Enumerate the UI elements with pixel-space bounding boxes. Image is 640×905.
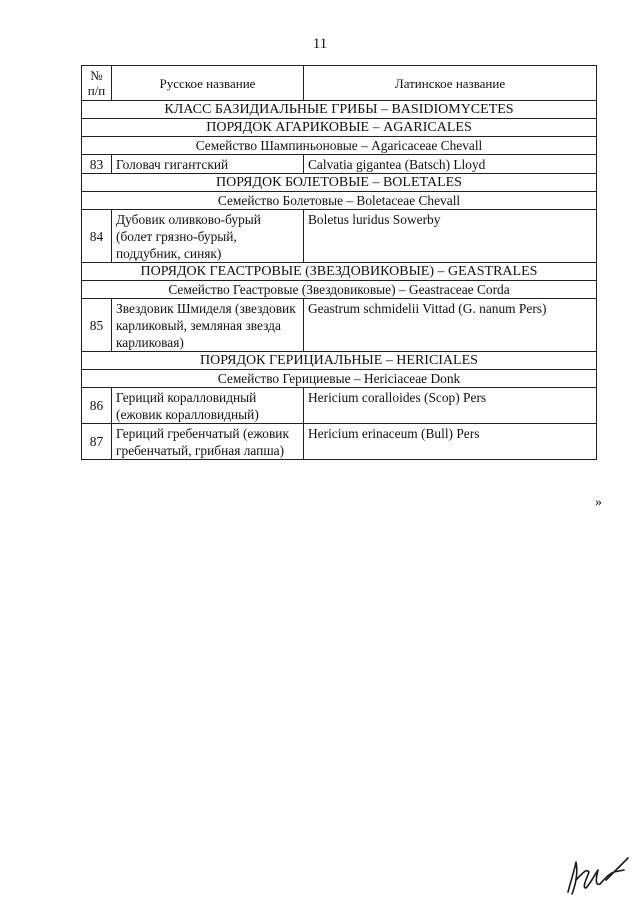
species-number: 85: [82, 299, 112, 352]
species-russian-name: Гериций гребенчатый (ежовик гребенчатый, грибная лапша): [112, 424, 304, 460]
header-number: № п/п: [82, 66, 112, 101]
order-title: ПОРЯДОК АГАРИКОВЫЕ – AGARICALES: [82, 119, 597, 137]
species-row: [82, 155, 597, 174]
species-latin-name: Geastrum schmidelii Vittad (G. nanum Pers): [304, 299, 597, 352]
page-number: 11: [312, 36, 328, 52]
class-row: [82, 101, 597, 119]
signature: [562, 850, 634, 900]
species-latin-name: Boletus luridus Sowerby: [304, 210, 597, 263]
species-row: [82, 388, 597, 424]
species-latin-name: Hericium erinaceum (Bull) Pers: [304, 424, 597, 460]
order-title: ПОРЯДОК БОЛЕТОВЫЕ – BOLETALES: [82, 174, 597, 192]
header-russian-name: Русское название: [112, 66, 304, 101]
species-latin-name: Calvatia gigantea (Batsch) Lloyd: [304, 155, 597, 174]
species-russian-name: Звездовик Шмиделя (звездовик карликовый, земляная звезда карликовая): [112, 299, 304, 352]
species-row: [82, 299, 597, 352]
species-number: 84: [82, 210, 112, 263]
family-title: Семейство Болетовые – Boletaceae Chevall: [82, 192, 597, 210]
family-title: Семейство Шампиньоновые – Agaricaceae Chevall: [82, 137, 597, 155]
order-title: ПОРЯДОК ГЕАСТРОВЫЕ (ЗВЕЗДОВИКОВЫЕ) – GEASTRALES: [82, 263, 597, 281]
header-latin-name: Латинское название: [304, 66, 597, 101]
family-title: Семейство Герициевые – Hericiaceae Donk: [82, 370, 597, 388]
species-table: [81, 65, 597, 460]
class-title: КЛАСС БАЗИДИАЛЬНЫЕ ГРИБЫ – BASIDIOMYCETES: [82, 101, 597, 119]
order-row: [82, 119, 597, 137]
species-russian-name: Дубовик оливково-бурый (болет грязно-бурый, поддубник, синяк): [112, 210, 304, 263]
species-number: 83: [82, 155, 112, 174]
species-russian-name: Головач гигантский: [112, 155, 304, 174]
family-row: [82, 192, 597, 210]
species-number: 86: [82, 388, 112, 424]
family-title: Семейство Геастровые (Звездовиковые) – Geastraceae Corda: [82, 281, 597, 299]
order-row: [82, 352, 597, 370]
species-row: [82, 210, 597, 263]
species-row: [82, 424, 597, 460]
family-row: [82, 370, 597, 388]
family-row: [82, 137, 597, 155]
species-russian-name: Гериций коралловидный (ежовик коралловидный): [112, 388, 304, 424]
table-header-row: [82, 66, 597, 101]
order-title: ПОРЯДОК ГЕРИЦИАЛЬНЫЕ – HERICIALES: [82, 352, 597, 370]
family-row: [82, 281, 597, 299]
species-latin-name: Hericium coralloides (Scop) Pers: [304, 388, 597, 424]
closing-quote: »: [595, 495, 602, 510]
order-row: [82, 263, 597, 281]
order-row: [82, 174, 597, 192]
species-number: 87: [82, 424, 112, 460]
